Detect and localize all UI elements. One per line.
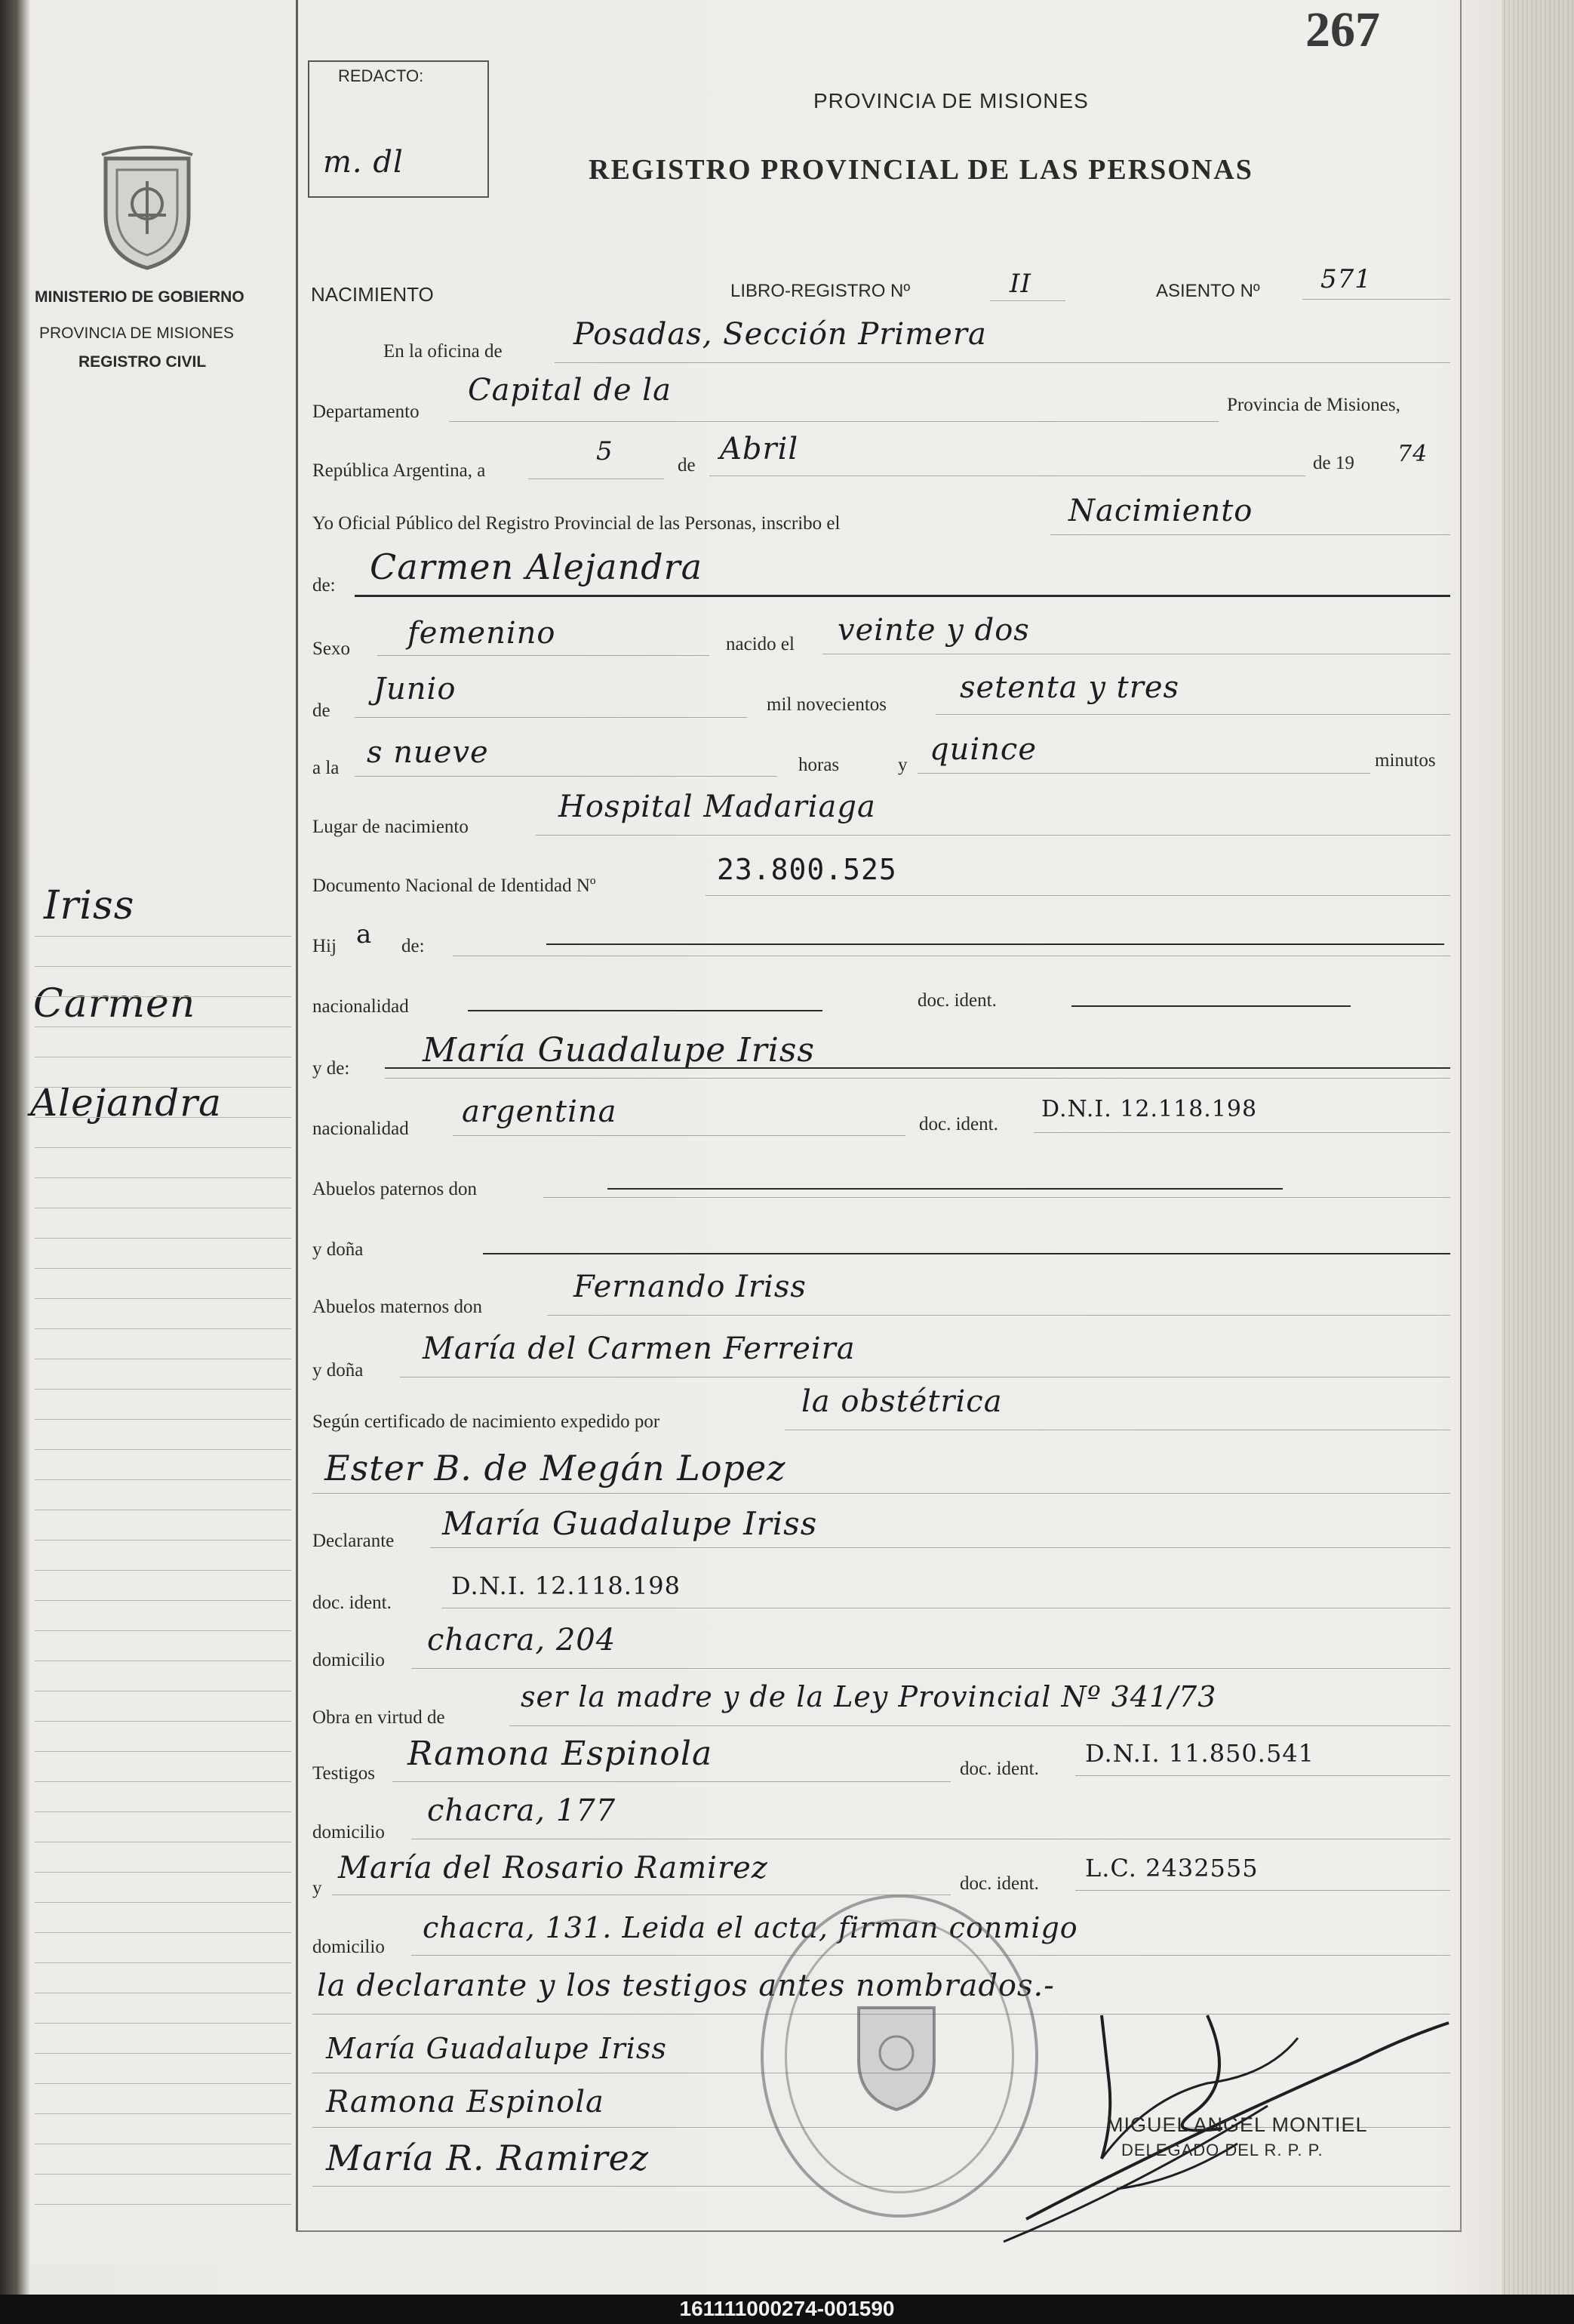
margin-ruled-line [35, 1872, 291, 1873]
hij-label: Hij [312, 936, 337, 956]
margin-ruled-line [35, 1087, 291, 1088]
testigo1-doc-label: doc. ident. [960, 1759, 1039, 1779]
de-label: de [678, 455, 696, 476]
margin-ruled-line [35, 1298, 291, 1299]
departamento-value: Capital de la [468, 373, 672, 408]
departamento-label: Departamento [312, 402, 420, 422]
horas-value: s nueve [367, 735, 489, 770]
obra-label: Obra en virtud de [312, 1707, 445, 1728]
oficina-label: En la oficina de [383, 341, 503, 362]
registro-civil-label: REGISTRO CIVIL [78, 353, 207, 371]
margin-ruled-line [35, 2023, 291, 2024]
redacto-initials: m. dl [323, 145, 404, 180]
margin-ruled-line [35, 1268, 291, 1269]
declarante-label: Declarante [312, 1531, 395, 1551]
delegado-name: MIGUEL ANGEL MONTIEL [1106, 2113, 1368, 2136]
testigo1-doc-value: D.N.I. 11.850.541 [1085, 1739, 1315, 1768]
minutos-label: minutos [1375, 750, 1436, 771]
margin-ruled-line [35, 1932, 291, 1933]
margin-ruled-line [35, 1449, 291, 1450]
provincia-label: PROVINCIA DE MISIONES [39, 325, 234, 342]
hij-de-label: de: [401, 936, 425, 956]
yde-label: y de: [312, 1058, 350, 1079]
decl-dom-value: chacra, 204 [427, 1623, 616, 1658]
anio-label: de 19 [1313, 453, 1354, 473]
ydona-paternos-label: y doña [312, 1239, 364, 1260]
nacido-label: nacido el [726, 634, 795, 654]
redacto-label: REDACTO: [338, 66, 424, 85]
horas-label: horas [798, 755, 840, 775]
page-number: 267 [1305, 2, 1380, 57]
anio-nac-value: setenta y tres [960, 670, 1180, 705]
seal-emblem-icon [844, 1993, 949, 2113]
margin-ruled-line [35, 1147, 291, 1148]
sexo-value: femenino [407, 616, 556, 651]
libro-label: LIBRO-REGISTRO Nº [730, 281, 911, 301]
margin-ruled-line [35, 996, 291, 997]
y-label: y [898, 755, 908, 775]
dia-value: 5 [596, 436, 613, 466]
mes-nac-value: Junio [374, 672, 457, 706]
ydona-maternos-label: y doña [312, 1360, 364, 1381]
book-page-edges [1502, 0, 1574, 2295]
y-testigo-label: y [312, 1878, 322, 1898]
inscribo-value: Nacimiento [1068, 494, 1253, 528]
margin-ruled-line [35, 1177, 291, 1178]
ab-materno-value: Fernando Iriss [573, 1270, 807, 1304]
ab-materna-value: María del Carmen Ferreira [423, 1331, 856, 1366]
testigo2-doc-label: doc. ident. [960, 1873, 1039, 1894]
margin-ruled-line [35, 1238, 291, 1239]
testigo2-value: María del Rosario Ramirez [338, 1851, 768, 1885]
ministerio-label: MINISTERIO DE GOBIERNO [35, 288, 244, 306]
testigo2-doc-value: L.C. 2432555 [1085, 1854, 1259, 1882]
lugar-label: Lugar de nacimiento [312, 817, 469, 837]
margin-surname: Iriss [44, 883, 135, 928]
madre-value: María Guadalupe Iriss [423, 1031, 815, 1070]
libro-value: II [1010, 269, 1031, 299]
margin-ruled-line [35, 1600, 291, 1601]
anio-value: 74 [1397, 441, 1428, 467]
margin-ruled-line [35, 2174, 291, 2175]
nacido-value: veinte y dos [838, 613, 1030, 648]
margin-first-name: Carmen [33, 981, 196, 1027]
margin-ruled-line [35, 2083, 291, 2084]
doc-ident-padre-label: doc. ident. [918, 990, 997, 1011]
doc-madre-value: D.N.I. 12.118.198 [1041, 1096, 1258, 1122]
margin-ruled-line [35, 1630, 291, 1631]
margin-ruled-line [35, 2113, 291, 2114]
firma-declarante: María Guadalupe Iriss [326, 2032, 667, 2065]
firma-testigo2: María R. Ramirez [326, 2138, 650, 2178]
dni-label: Documento Nacional de Identidad Nº [312, 876, 596, 896]
margin-ruled-line [35, 1902, 291, 1903]
provincia-misiones-label: Provincia de Misiones, [1227, 395, 1400, 415]
margin-ruled-line [35, 2204, 291, 2205]
certificado-value: la obstétrica [801, 1384, 1003, 1419]
mes-value: Abril [720, 432, 799, 466]
testigos-label: Testigos [312, 1763, 375, 1784]
margin-rule [296, 0, 298, 2230]
header-registry: REGISTRO PROVINCIAL DE LAS PERSONAS [589, 154, 1253, 186]
margin-second-name: Alejandra [30, 1081, 222, 1125]
testigo1-dom-label: domicilio [312, 1822, 385, 1842]
margin-ruled-line [35, 1389, 291, 1390]
minutos-value: quince [930, 732, 1037, 767]
margin-ruled-line [35, 1328, 291, 1329]
margin-ruled-line [35, 966, 291, 967]
decl-doc-value: D.N.I. 12.118.198 [451, 1571, 681, 1600]
ab-paternos-label: Abuelos paternos don [312, 1179, 478, 1199]
republica-label: República Argentina, a [312, 460, 486, 481]
yo-oficial-text: Yo Oficial Público del Registro Provincial de las Personas, inscribo el [312, 513, 841, 534]
testigo1-dom-value: chacra, 177 [427, 1793, 616, 1828]
decl-dom-label: domicilio [312, 1650, 385, 1670]
record-type: NACIMIENTO [311, 283, 434, 306]
margin-ruled-line [35, 1811, 291, 1812]
margin-ruled-line [35, 1117, 291, 1118]
margin-ruled-line [35, 1721, 291, 1722]
doc-ident-madre-label: doc. ident. [919, 1114, 998, 1134]
testigo2-dom-value: chacra, 131. Leida el acta, firman conmigo [423, 1911, 1078, 1944]
nac-madre-value: argentina [462, 1094, 617, 1129]
asiento-value: 571 [1320, 264, 1372, 294]
cierre-text: la declarante y los testigos antes nombrados.- [317, 1968, 1055, 2003]
margin-ruled-line [35, 1419, 291, 1420]
margin-ruled-line [35, 2053, 291, 2054]
coat-of-arms-icon [91, 143, 204, 272]
footer-id: 161111000274-001590 [679, 2297, 895, 2320]
margin-ruled-line [35, 1751, 291, 1752]
obstetrica-value: Ester B. de Megán Lopez [324, 1448, 786, 1488]
margin-ruled-line [35, 1962, 291, 1963]
right-rule [1460, 0, 1462, 2230]
nombre-value: Carmen Alejandra [370, 546, 703, 587]
delegado-title: DELEGADO DEL R. P. P. [1121, 2141, 1323, 2159]
oficina-value: Posadas, Sección Primera [573, 317, 987, 352]
certificado-label: Según certificado de nacimiento expedido por [312, 1411, 660, 1432]
lugar-value: Hospital Madariaga [558, 790, 876, 824]
mil-label: mil novecientos [767, 694, 887, 715]
nacionalidad-padre-label: nacionalidad [312, 996, 409, 1017]
margin-ruled-line [35, 936, 291, 937]
firma-testigo1: Ramona Espinola [326, 2085, 604, 2119]
de2-label: de [312, 700, 330, 721]
header-province: PROVINCIA DE MISIONES [813, 89, 1089, 112]
testigo2-dom-label: domicilio [312, 1937, 385, 1957]
obra-value: ser la madre y de la Ley Provincial Nº 341/73 [521, 1680, 1217, 1713]
margin-ruled-line [35, 1540, 291, 1541]
dni-value: 23.800.525 [717, 853, 897, 886]
nacionalidad-madre-label: nacionalidad [312, 1119, 409, 1139]
margin-ruled-line [35, 1781, 291, 1782]
ala-label: a la [312, 758, 340, 778]
ab-maternos-label: Abuelos maternos don [312, 1297, 482, 1317]
testigo1-value: Ramona Espinola [407, 1735, 713, 1773]
de-colon-label: de: [312, 575, 336, 596]
sexo-label: Sexo [312, 639, 350, 659]
asiento-label: ASIENTO Nº [1156, 281, 1260, 301]
margin-ruled-line [35, 1479, 291, 1480]
declarante-value: María Guadalupe Iriss [442, 1505, 818, 1542]
margin-ruled-line [35, 1570, 291, 1571]
decl-doc-label: doc. ident. [312, 1593, 392, 1613]
hij-suffix: a [356, 919, 373, 950]
